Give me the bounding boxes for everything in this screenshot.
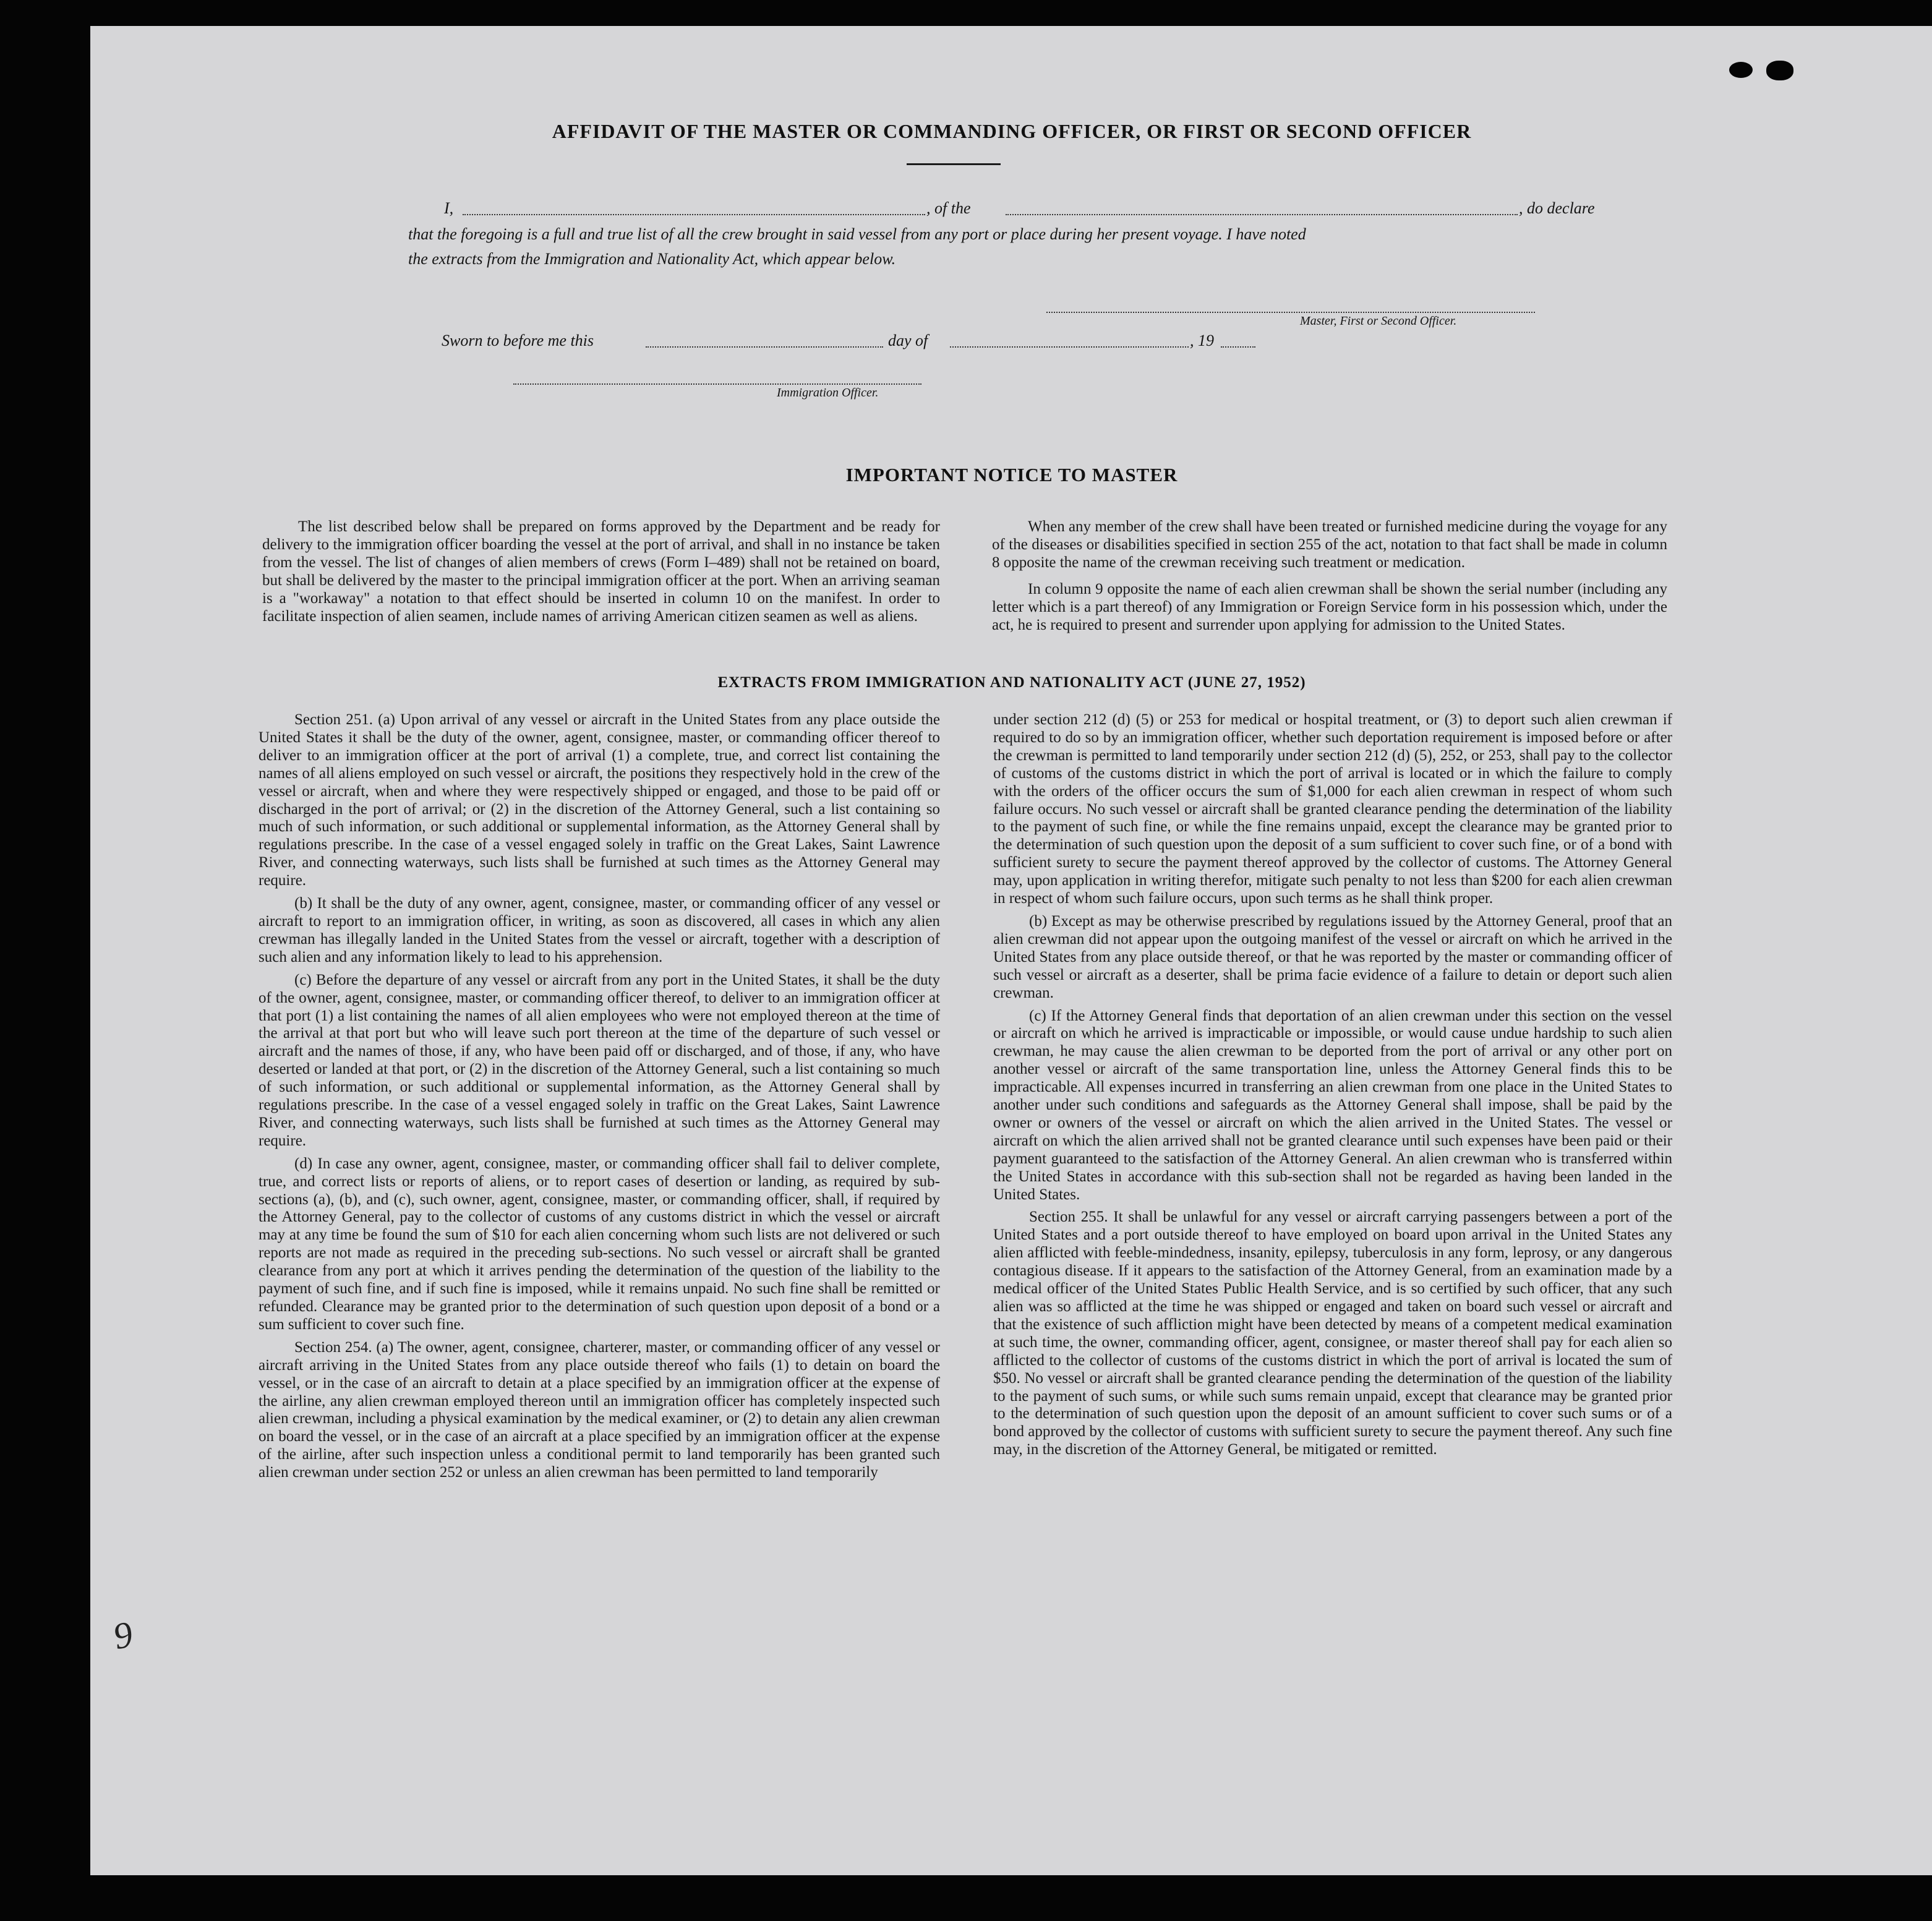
title-divider: [907, 163, 1001, 165]
notice-title: IMPORTANT NOTICE TO MASTER: [845, 464, 1178, 486]
punch-hole-mark: [1766, 61, 1793, 80]
notice-right-paragraph-1: When any member of the crew shall have been treated or furnished medicine during the voyage for any of the diseases or disabilities specified in section 255 of the act, notation to that fact shall be made in column 8 opposite the name of the crewman receiving such treatment or medication.: [992, 518, 1667, 571]
signature-caption: Master, First or Second Officer.: [1300, 314, 1457, 328]
extract-paragraph: (b) It shall be the duty of any owner, agent, consignee, master, or commanding officer of any vessel or aircraft to report to an immigration officer, in writing, as soon as discovered, all cases in which any alien crewman has illegally landed in the United States from the vessel or aircraft, together with a description of such alien and any information likely to lead to his apprehension.: [259, 895, 940, 965]
extract-paragraph: Section 254. (a) The owner, agent, consignee, charterer, master, or commanding officer of any vessel or aircraft arriving in the United States from any place outside thereof who fails (1) to detain on board the vessel, or in the case of an aircraft to detain at a place specified by an immigration officer at the expense of the airline, any alien crewman employed thereon until an immigration officer has completely inspected such alien crewman, including a physical examination by the medical examiner, or (2) to detain any alien crewman on board the vessel, or in the case of an aircraft at a place specified by an immigration officer at the expense of the airline, after such inspection unless a conditional permit to land temporarily has been granted such alien crewman under section 252 or unless an alien crewman has been permitted to land temporarily: [259, 1338, 940, 1481]
extract-paragraph: (c) If the Attorney General finds that deportation of an alien crewman under this section on the vessel or aircraft on which he arrived is impracticable or impossible, or would cause undue hardship to such alien crewman, he may cause the alien crewman to be deported from the port of arrival or any other port on another vessel or aircraft of the same transportation line, unless the Attorney General finds this to be impracticable. All expenses incurred in transferring an alien crewman from one place in the United States to another under such conditions and safeguards as the Attorney General shall impose, shall be paid by the owner or owners of the vessel or aircraft on which the alien arrived in the United States. The vessel or aircraft on which the alien arrived shall not be granted clearance until such expenses have been paid or their payment guaranteed to the satisfaction of the Attorney General. An alien crewman who is transferred within the United States in accordance with this sub-section shall not be regarded as having been landed in the United States.: [993, 1007, 1672, 1203]
document-page: [90, 26, 1932, 1875]
extract-paragraph: Section 255. It shall be unlawful for any vessel or aircraft carrying passengers between a port of the United States and a port outside thereof to have employed on board upon arrival in the United States any alien afflicted with feeble-mindedness, insanity, epilepsy, tuberculosis in any form, leprosy, or any dangerous contagious disease. If it appears to the satisfaction of the Attorney General, from an examination made by a medical officer of the United States Public Health Service, and is so certified by such officer, that any such alien was so afflicted at the time he was shipped or engaged and taken on board such vessel or aircraft and that the existence of such affliction might have been detected by means of a competent medical examination at such time, the owner, commanding officer, agent, consignee, or master thereof shall pay for each alien so afflicted to the collector of customs of the customs district in which the port of arrival is located the sum of $50. No vessel or aircraft shall be granted clearance pending the determination of the question of the liability to the payment of such sums, or while such sums remain unpaid, except that clearance may be granted prior to the determination of such question upon the deposit of an amount sufficient to cover such sums or of a bond approved by the collector of customs with sufficient surety to secure the payment thereof. Any such fine may, in the discretion of the Attorney General, be mitigated or remitted.: [993, 1209, 1672, 1458]
extracts-left-column: [259, 711, 940, 1487]
sworn-year-field[interactable]: [1221, 346, 1255, 348]
sworn-label: Sworn to before me this: [442, 332, 594, 349]
extracts-title: EXTRACTS FROM IMMIGRATION AND NATIONALITY ACT (JUNE 27, 1952): [717, 674, 1306, 691]
signature-line[interactable]: [1046, 312, 1535, 313]
do-declare-label: , do declare: [1519, 199, 1595, 217]
i-label: I,: [444, 199, 454, 217]
sworn-day-field[interactable]: [646, 346, 883, 348]
extract-paragraph: Section 251. (a) Upon arrival of any vessel or aircraft in the United States from any place outside the United States it shall be the duty of the owner, agent, consignee, master, or commanding officer thereof to deliver to an immigration officer at the port of arrival (1) a complete, true, and correct list containing the names of all aliens employed on such vessel or aircraft, the positions they respectively hold in the crew of the vessel or aircraft, when and where they were respectively shipped or engaged, and those to be paid off or discharged in the port of arrival; or (2) in the discretion of the Attorney General, such a list containing so much of such information, or such additional or supplemental information, as the Attorney General shall by regulations prescribe. In the case of a vessel engaged solely in traffic on the Great Lakes, Saint Lawrence River, and connecting waterways, such lists shall be furnished at such times as the Attorney General may require.: [259, 711, 940, 889]
sworn-month-field[interactable]: [950, 346, 1189, 348]
notice-left-column: [262, 518, 940, 634]
notice-right-paragraph-2: In column 9 opposite the name of each alien crewman shall be shown the serial number (including any letter which is a part thereof) of any Immigration or Foreign Service form in his possession which, under the act, he is required to present and surrender upon applying for admission to the United States.: [992, 580, 1667, 633]
statement-line-1: that the foregoing is a full and true list of all the crew brought in said vessel from any port or place during her present voyage. I have noted: [408, 225, 1306, 243]
statement-line-2: the extracts from the Immigration and Nationality Act, which appear below.: [408, 250, 896, 268]
extract-paragraph: under section 212 (d) (5) or 253 for medical or hospital treatment, or (3) to deport such alien crewman if required to do so by an immigration officer, whether such deportation requirement is imposed before or after the crewman is permitted to land temporarily under section 212 (d) (5), 252, or 253, shall pay to the collector of customs of the customs district in which the port of arrival is located or in which the failure to comply with the orders of the officer occurs the sum of $1,000 for each alien crewman in respect of whom such failure occurs. No such vessel or aircraft shall be granted clearance pending the determination of the liability to the payment of such fine, or while the fine remains unpaid, except the clearance may be granted prior to the determination of such question upon the deposit of a sum sufficient to cover such fine, or of a bond with sufficient surety to secure the payment thereof approved by the collector of customs. The Attorney General may, upon application in writing therefor, mitigate such penalty to not less than $200 for each alien crewman in respect of whom such failure occurs, upon such terms as he shall think proper.: [993, 711, 1672, 907]
extracts-right-column: [993, 711, 1672, 1464]
year-label: , 19: [1190, 332, 1214, 349]
officer-signature-line[interactable]: [513, 383, 921, 385]
extract-paragraph: (c) Before the departure of any vessel or aircraft from any port in the United States, it shall be the duty of the owner, agent, consignee, master, or commanding officer thereof, to deliver to an immigration officer at that port (1) a list containing the names of all alien employees who were not employed thereon at the time of the arrival at that port but who will leave such port thereon at the time of the departure of such vessel or aircraft and the names of those, if any, who have been paid off or discharged, and of those, if any, who have deserted or landed at that port, or (2) in the discretion of the Attorney General, such a list containing so much of such information, or such additional or supplemental information, as the Attorney General shall by regulations prescribe. In the case of a vessel engaged solely in traffic on the Great Lakes, Saint Lawrence River, and connecting waterways, such lists shall be furnished at such times as the Attorney General may require.: [259, 971, 940, 1149]
notice-left-paragraph: The list described below shall be prepared on forms approved by the Department and be ready for delivery to the immigration officer boarding the vessel at the port of arrival, and shall in no instance be taken from the vessel. The list of changes of alien members of crews (Form I–489) shall not be retained on board, but shall be delivered by the master to the principal immigration officer at the port. When an arriving seaman is a "workaway" a notation to that effect should be inserted in column 10 on the manifest. In order to facilitate inspection of alien seamen, include names of arriving American citizen seamen as well as aliens.: [262, 518, 940, 625]
notice-right-column: [992, 518, 1667, 643]
punch-hole-mark: [1729, 62, 1753, 78]
extract-paragraph: (d) In case any owner, agent, consignee, master, or commanding officer shall fail to deliver complete, true, and correct lists or reports of aliens, or to report cases of desertion or landing, as required by sub-sections (a), (b), and (c), such owner, agent, consignee, master, or commanding officer, shall, if required by the Attorney General, pay to the collector of customs of any customs district in which the vessel or aircraft may at any time be found the sum of $10 for each alien concerning whom such lists are not delivered or such reports are not made as required in the preceding sub-sections. No such vessel or aircraft shall be granted clearance from any port at which it arrives pending the determination of the question of the liability to the payment of such fine, and if such fine is imposed, while it remains unpaid. No such fine shall be remitted or refunded. Clearance may be granted prior to the determination of such question upon deposit of a bond or a sum sufficient to cover such fine.: [259, 1155, 940, 1333]
extract-paragraph: (b) Except as may be otherwise prescribed by regulations issued by the Attorney General, proof that an alien crewman did not appear upon the outgoing manifest of the vessel or aircraft on which he arrived in the United States from any place outside thereof, or that he was reported by the master or commanding officer of such vessel or aircraft as a deserter, shall be prima facie evidence of a failure to detain or deport such alien crewman.: [993, 912, 1672, 1001]
day-of-label: day of: [888, 332, 928, 349]
handwritten-page-mark: 9: [109, 1613, 137, 1658]
affidavit-title: AFFIDAVIT OF THE MASTER OR COMMANDING OFFICER, OR FIRST OR SECOND OFFICER: [552, 120, 1472, 142]
vessel-field[interactable]: [1006, 214, 1518, 215]
of-the-label: , of the: [926, 199, 971, 217]
officer-caption: Immigration Officer.: [777, 386, 879, 400]
name-field[interactable]: [463, 214, 925, 215]
